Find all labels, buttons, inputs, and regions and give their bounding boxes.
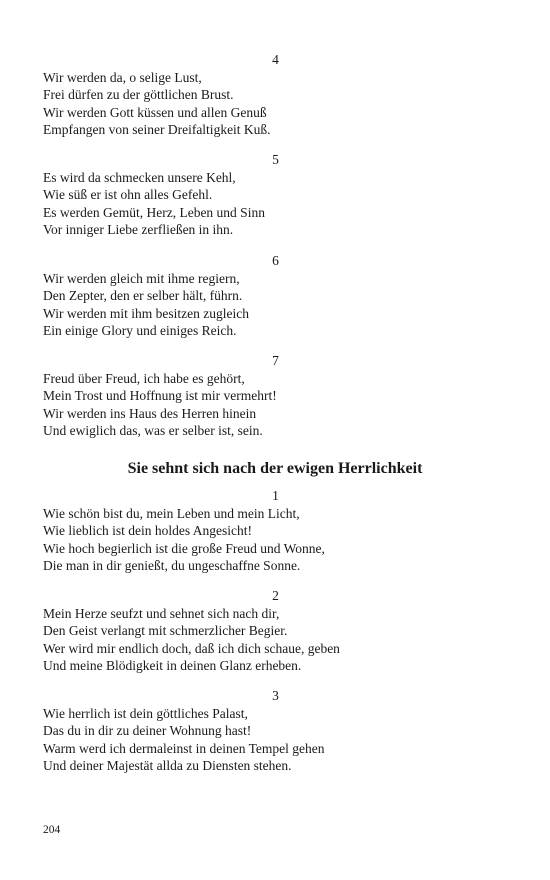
stanza-number: 5 bbox=[272, 152, 279, 167]
verse-line: Ein einige Glory und einiges Reich. bbox=[43, 323, 237, 338]
verse-line: Wie herrlich ist dein göttliches Palast, bbox=[43, 705, 248, 721]
verse-line: Wie schön bist du, mein Leben und mein Licht, bbox=[43, 505, 300, 521]
stanza-5 bbox=[43, 151, 508, 239]
verse-line: Mein Trost und Hoffnung ist mir vermehrt! bbox=[43, 388, 277, 403]
verse-line: Frei dürfen zu der göttlichen Brust. bbox=[43, 87, 234, 102]
stanza-number: 6 bbox=[272, 253, 279, 268]
stanza-1 bbox=[43, 487, 508, 575]
verse-line: Empfangen von seiner Dreifaltigkeit Kuß. bbox=[43, 122, 271, 137]
verse-line: Wir werden gleich mit ihme regiern, bbox=[43, 270, 240, 286]
stanza-2 bbox=[43, 587, 508, 675]
verse-line: Die man in dir genießt, du ungeschaffne Sonne. bbox=[43, 558, 301, 573]
verse-line: Warm werd ich dermaleinst in deinen Tempel gehen bbox=[43, 740, 325, 756]
poem-title: Sie sehnt sich nach der ewigen Herrlichkeit bbox=[127, 460, 423, 477]
verse-line: Wie hoch begierlich ist die große Freud und Wonne, bbox=[43, 540, 325, 556]
verse-line: Freud über Freud, ich habe es gehört, bbox=[43, 370, 245, 386]
stanza-number: 1 bbox=[272, 488, 279, 503]
verse-line: Wir werden da, o selige Lust, bbox=[43, 69, 202, 85]
stanza-number: 4 bbox=[272, 52, 279, 67]
verse-line: Wie lieblich ist dein holdes Angesicht! bbox=[43, 523, 253, 538]
verse-line: Und meine Blödigkeit in deinen Glanz erheben. bbox=[43, 658, 302, 673]
verse-line: Den Zepter, den er selber hält, führn. bbox=[43, 288, 243, 303]
verse-line: Wir werden mit ihm besitzen zugleich bbox=[43, 305, 250, 321]
stanza-number: 2 bbox=[272, 588, 279, 603]
verse-line: Und ewiglich das, was er selber ist, sein. bbox=[43, 423, 263, 438]
verse-line: Vor inniger Liebe zerfließen in ihn. bbox=[43, 222, 234, 237]
stanza-number: 7 bbox=[272, 353, 279, 368]
stanza-6 bbox=[43, 252, 508, 340]
verse-line: Wir werden Gott küssen und allen Genuß bbox=[43, 104, 267, 120]
verse-line: Den Geist verlangt mit schmerzlicher Begier. bbox=[43, 623, 288, 638]
verse-line: Wie süß er ist ohn alles Gefehl. bbox=[43, 187, 213, 202]
verse-line: Das du in dir zu deiner Wohnung hast! bbox=[43, 723, 252, 738]
stanza-3 bbox=[43, 687, 508, 775]
page-number: 204 bbox=[43, 824, 61, 836]
verse-line: Und deiner Majestät allda zu Diensten stehen. bbox=[43, 758, 292, 773]
verse-line: Wir werden ins Haus des Herren hinein bbox=[43, 405, 257, 421]
stanza-number: 3 bbox=[272, 688, 279, 703]
verse-line: Wer wird mir endlich doch, daß ich dich schaue, geben bbox=[43, 640, 340, 656]
stanza-4 bbox=[43, 51, 508, 139]
verse-line: Es wird da schmecken unsere Kehl, bbox=[43, 169, 236, 185]
stanza-7 bbox=[43, 352, 508, 440]
verse-line: Es werden Gemüt, Herz, Leben und Sinn bbox=[43, 204, 265, 220]
verse-line: Mein Herze seufzt und sehnet sich nach dir, bbox=[43, 605, 280, 621]
